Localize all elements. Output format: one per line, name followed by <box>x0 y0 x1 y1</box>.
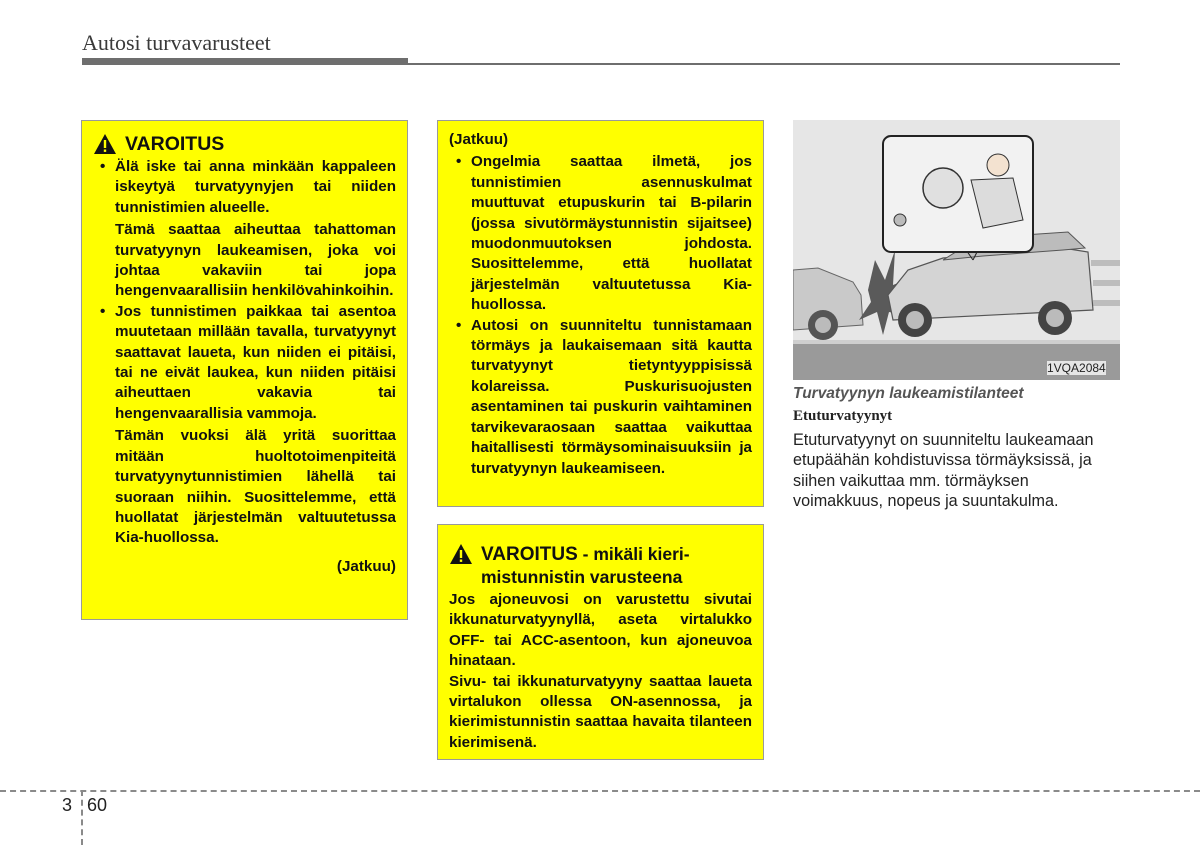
page-header-title: Autosi turvavarusteet <box>82 30 271 55</box>
paragraph: Tämä saattaa aiheuttaa tahattoman turvatyynyn laukeamisen, joka voi johtaa vakaviin tai jopa hengenvaarallisiin henkilövahinkoihin. <box>115 221 396 300</box>
paragraph: Tämän vuoksi älä yritä suorittaa mitään huoltotoimenpiteitä turvatyynytunnistimien lähellä tai suoraan niihin. Suosittelemme, että huollatat järjestelmän valtuutetussa Kia-huollossa. <box>115 427 396 547</box>
paragraph: Jos ajoneuvosi on varustettu sivutai ikkunaturvatyynyllä, aseta virtalukko OFF- tai ACC-asentoon, kun ajoneuvoa hinataan. <box>449 591 752 670</box>
section-heading: Etuturvatyynyt <box>793 408 893 424</box>
warning-triangle-icon <box>93 133 117 155</box>
warning-box-2 <box>437 120 764 507</box>
continued-label: (Jatkuu) <box>336 557 396 575</box>
list-item: • Autosi on suunniteltu tunnistamaan törmäys ja laukaisemaan sitä kautta turvatyynyt tietyntyyppisissä kolareissa. Puskurisuojusten asentaminen tai puskurin vaihtaminen tarvikevaraosaan saattaa vaikuttaa haitallisesti törmäysominaisuuksiin ja turvatyynyn laukeamiseen. <box>456 316 752 477</box>
page-number: 60 <box>87 795 108 815</box>
airbag-deployment-illustration <box>793 120 1120 380</box>
list-item: • Ongelmia saattaa ilmetä, jos tunnistimien asennuskulmat muuttuvat etupuskurin tai B-pilarin (jossa sivutörmäystunnistin sijaitsee) muodonmuutoksen johdosta. Suosittelemme, että huollatat järjestelmän valtuutetussa Kia-huollossa. <box>456 153 752 314</box>
warning-box-3 <box>437 524 764 760</box>
header-rule-thick <box>82 58 408 65</box>
paragraph: Sivu- tai ikkunaturvatyyny saattaa laueta virtalukon ollessa ON-asennossa, ja kierimistunnistin saattaa havaita tilanteen kierimisenä. <box>449 672 752 751</box>
section-body: Etuturvatyynyt on suunniteltu laukeamaan etupäähän kohdistuvissa törmäyksissä, ja siihen vaikuttaa mm. törmäyksen voimakkuus, nopeus ja suuntakulma. <box>793 431 1094 510</box>
warning-title-3: VAROITUS - mikäli kieri- mistunnistin varusteena <box>449 543 752 588</box>
continued-label: (Jatkuu) <box>449 131 509 148</box>
header-rule-thin <box>408 63 1120 65</box>
figure-code: 1VQA2084 <box>1047 361 1106 375</box>
list-item: • Jos tunnistimen paikkaa tai asentoa muutetaan millään tavalla, turvatyynyt saattavat laueta, kun niiden ei pitäisi, tai ne eivät laukea, kun niiden pitäisi aiheuttaen vakavia tai hengenvaarallisia vammoja. <box>100 302 396 422</box>
chapter-number: 3 <box>62 795 73 815</box>
crash-scene-image <box>793 120 1120 380</box>
figure-caption: Turvatyynyn laukeamistilanteet <box>793 385 1024 402</box>
warning-box-1 <box>81 120 408 620</box>
list-item: • Älä iske tai anna minkään kappaleen iskeytyä turvatyynyjen tai niiden tunnistimien alueelle. <box>100 158 396 216</box>
footer-divider <box>81 790 83 845</box>
warning-triangle-icon <box>449 543 473 565</box>
warning-title-1: VAROITUS <box>93 133 396 155</box>
footer-rule <box>0 790 1200 792</box>
